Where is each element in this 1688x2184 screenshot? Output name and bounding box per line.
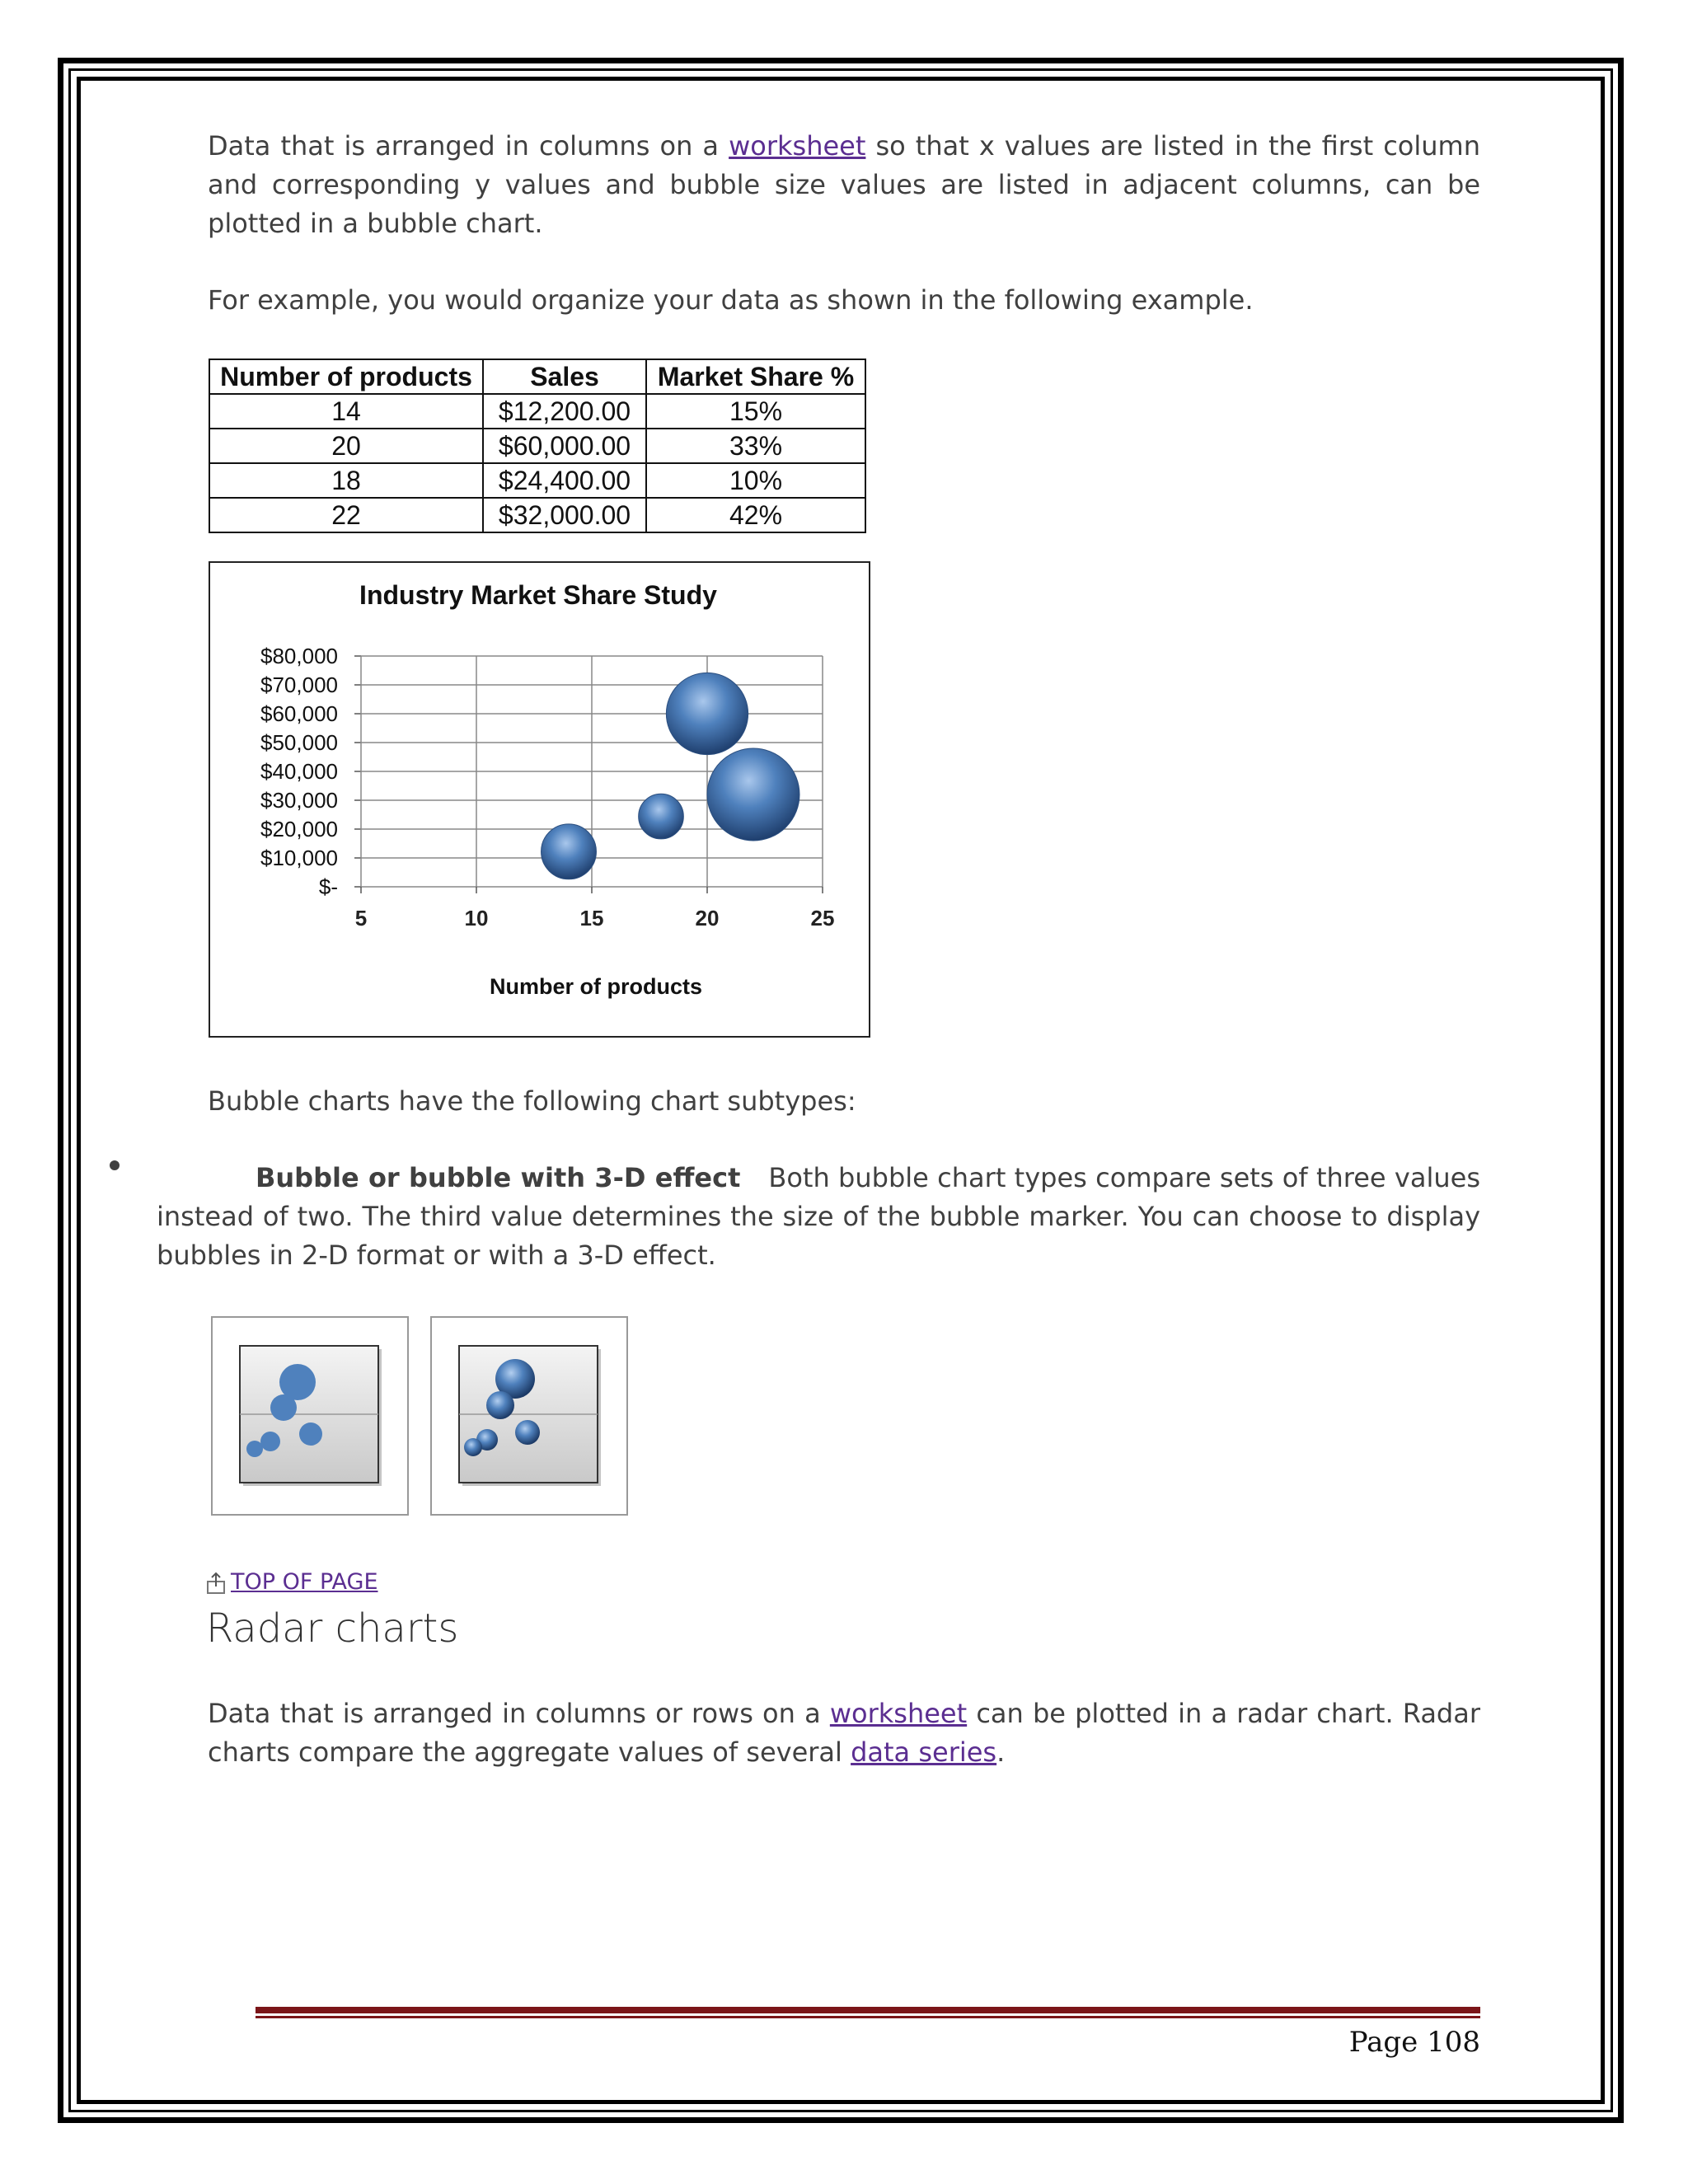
chart-bubble (666, 673, 748, 754)
chart-bubble (639, 794, 684, 839)
bubble-chart (209, 561, 870, 1038)
chart-y-tick-label: $60,000 (260, 701, 338, 726)
chart-x-tick-label: 5 (354, 906, 368, 930)
page-number: Page 108 (1348, 2026, 1480, 2059)
top-of-page-link[interactable]: TOP OF PAGE (231, 1569, 378, 1595)
chart-y-tick-label: $40,000 (260, 759, 338, 784)
chart-x-tick-label: 20 (695, 906, 720, 930)
thumb-bubble (464, 1438, 482, 1456)
header-market-share: Market Share % (646, 359, 865, 394)
chart-x-tick-label: 10 (464, 906, 489, 930)
thumb-bubble (486, 1391, 514, 1419)
upload-arrow-icon (206, 1572, 226, 1595)
thumb-bubble (515, 1420, 540, 1445)
table-row: 14 $12,200.00 15% (209, 394, 865, 429)
worksheet-link-2[interactable]: worksheet (829, 1698, 968, 1729)
chart-x-axis-label: Number of products (489, 974, 703, 999)
intro-paragraph: Data that is arranged in columns on a worksheet so that x values are listed in the first column and corresponding y values and bubble size values are listed in adjacent columns, can be plotted in a bubble chart. (208, 130, 1481, 239)
chart-y-tick-label: $30,000 (260, 788, 338, 813)
top-of-page[interactable] (206, 1568, 378, 1597)
table-row: 18 $24,400.00 10% (209, 463, 865, 498)
footer-rule (256, 2007, 1480, 2013)
bubble-subtype-term: Bubble or bubble with 3-D effect (256, 1162, 741, 1193)
chart-y-tick-label: $80,000 (260, 644, 338, 668)
table-row: 20 $60,000.00 33% (209, 429, 865, 463)
chart-x-tick-label: 15 (579, 906, 604, 930)
bubble-3d-thumbnail[interactable] (430, 1316, 628, 1516)
bubble-subtype-item (157, 1159, 1480, 1275)
example-data-table (209, 359, 866, 533)
chart-y-tick-label: $10,000 (260, 846, 338, 870)
bubble-2d-thumbnail[interactable] (211, 1316, 409, 1516)
chart-bubble (542, 824, 597, 879)
chart-bubble (707, 748, 799, 841)
header-number-of-products: Number of products (209, 359, 483, 394)
radar-intro-paragraph: Data that is arranged in columns or rows on a worksheet can be plotted in a radar chart. Radar charts compare the aggregate values of several data series. (208, 1698, 1481, 1768)
data-series-link[interactable]: data series (851, 1736, 997, 1768)
chart-y-tick-label: $- (318, 874, 338, 899)
worksheet-link[interactable]: worksheet (729, 130, 866, 162)
section-heading-radar-charts: Radar charts (206, 1605, 459, 1652)
subtypes-intro: Bubble charts have the following chart subtypes: (208, 1085, 856, 1117)
bullet-marker (110, 1160, 120, 1170)
thumb-bubble (299, 1422, 322, 1446)
chart-x-tick-label: 25 (810, 906, 835, 930)
thumb-bubble (246, 1441, 263, 1457)
footer-rule-thin (256, 2016, 1480, 2018)
chart-title: Industry Market Share Study (359, 580, 717, 610)
thumb-bubble (260, 1432, 280, 1451)
thumb-bubble (270, 1394, 297, 1421)
chart-y-tick-label: $70,000 (260, 673, 338, 697)
chart-y-tick-label: $50,000 (260, 730, 338, 755)
table-row: 22 $32,000.00 42% (209, 498, 865, 532)
example-paragraph: For example, you would organize your data as shown in the following example. (208, 284, 1254, 316)
chart-y-tick-label: $20,000 (260, 817, 338, 841)
bubble-subtype-description: Both bubble chart types compare sets of three values instead of two. The third value determines the size of the bubble marker. You can choose to display bubbles in 2-D format or with a 3-D effect. (157, 1162, 1481, 1271)
header-sales: Sales (483, 359, 646, 394)
